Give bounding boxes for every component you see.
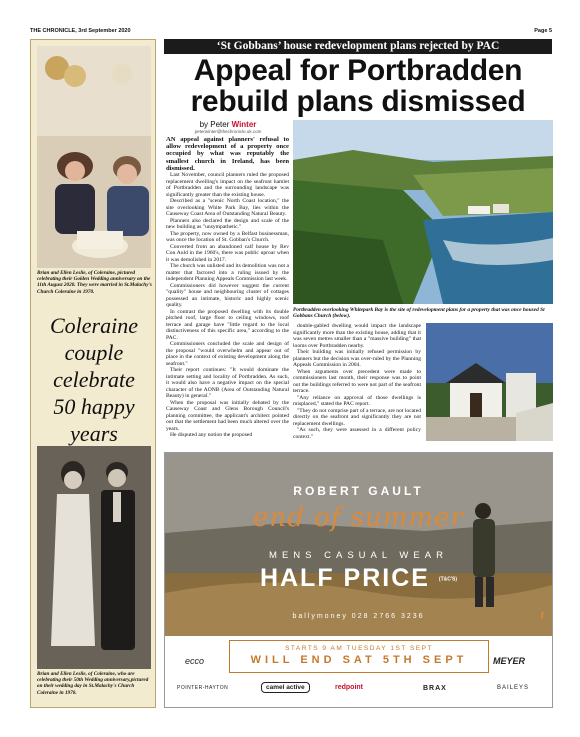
anniversary-title	[35, 312, 153, 447]
byline	[168, 120, 288, 129]
advert-end-date: WILL END SAT 5TH SEPT	[250, 654, 468, 666]
advert-dates-box	[229, 640, 489, 673]
article-paragraph: When arguments over precedent were made to commissioners last month, their response was to point out the buildings referred to were not part of the seafront terrace.	[293, 368, 421, 394]
advert-script-title: end of summer	[253, 503, 464, 533]
article-paragraph: "Any reliance on approval of those dwellings is misplaced," stated the PAC report.	[293, 394, 421, 407]
article-paragraph: Last November, council planners ruled the proposed replacement dwelling's impact on the seafront hamlet of Portbradden and the surrounding landscape was significantly greater than the existing house.	[166, 172, 289, 198]
headline-line: Appeal for Portbradden	[193, 54, 523, 87]
article-paragraph: Planners also declared the design and scale of the new building as "unsympathetic."	[166, 217, 289, 231]
caption-wedding: Brian and Ellen Leslie, of Coleraine, who are celebrating their 50th Wedding anniversary,pictured on their wedding day in St.Malachy's Church Coleraine in 1970.	[37, 671, 149, 696]
advert-half-price: HALF PRICE	[259, 564, 430, 592]
page-number: Page 5	[534, 28, 552, 34]
anniversary-photo	[37, 46, 151, 268]
portbradden-photo-caption: Portbradden overlooking Whitepark Bay is the site of redevelopment plans for a property that was once housed St Gobbans Church (below).	[293, 307, 545, 320]
portbradden-photo	[293, 120, 553, 304]
logo-pointer-hayton: POINTER-HAYTON	[177, 685, 229, 691]
logo-meyer: MEYER	[493, 656, 526, 666]
byline-author: Winter	[231, 120, 257, 129]
anniversary-panel	[30, 39, 156, 708]
article-headline	[164, 55, 552, 117]
headline-line: rebuild plans dismissed	[190, 85, 526, 118]
article-lead: AN appeal against planners' refusal to allow redevelopment of a property once occupied by what was reputably the smallest church in Ireland, has been dismissed.	[166, 136, 289, 172]
facebook-icon[interactable]: f	[540, 611, 544, 622]
article-paragraph: The property, now owned by a Belfast businessman, was once the location of St. Gobban's Church.	[166, 230, 289, 244]
article-paragraph: The church was unlisted and its demolition was not a matter that factored into a ruling issued by the independent Planning Appeals Commission last week.	[166, 263, 289, 283]
advert-brand: ROBERT GAULT	[293, 484, 424, 498]
article-column-1	[166, 136, 289, 450]
article-paragraph: "As such, they were assessed in a different policy context."	[293, 427, 421, 440]
byline-prefix: by Peter	[199, 120, 230, 129]
advert-phone: ballymoney 028 2766 3236	[292, 613, 425, 620]
logo-baileys: BAILEYS	[497, 685, 530, 691]
article-paragraph: double-gabled dwelling would impact the landscape significantly more than the existing house, adding that it was seven metres smaller than a "massive building" that looms over Portbradden nearby.	[293, 323, 421, 349]
logo-camel-active: camel active	[261, 682, 310, 693]
article-paragraph: When the proposal was initially debated by the Causeway Coast and Glens Borough Council's planning committee, the applicant's architect pointed out that the settlement had been much altered over the years.	[166, 399, 289, 432]
title-line: celebrate	[53, 367, 135, 392]
article-column-2	[293, 323, 421, 453]
article-paragraph: Commissioners did however suggest the current "quality" house and neighbouring cluster of cottages possessed an intimate, historic and highly scenic quality.	[166, 282, 289, 309]
st-gobbans-church-photo	[426, 323, 553, 441]
advert-robert-gault[interactable]	[164, 452, 553, 708]
advert-terms: (T&C'S)	[438, 576, 458, 583]
title-line: years	[70, 421, 118, 446]
article-paragraph: Converted from an abandoned calf house by Rev Con Auld in the 1960's, there was public uproar when it was demolished in 2017.	[166, 243, 289, 263]
masthead-publication-date: THE CHRONICLE, 3rd September 2020	[30, 28, 131, 34]
article-paragraph: In contrast the proposed dwelling with its double pitched roof, large floor to ceiling windows, roof terrace and garage have "little regard to the local distinctiveness of this specific area," according to the PAC.	[166, 308, 289, 341]
article-kicker: ‘St Gobbans’ house redevelopment plans rejected by PAC	[164, 39, 552, 54]
advert-offer	[165, 564, 552, 593]
logo-redpoint: redpoint	[335, 684, 363, 691]
caption-anniversary: Brian and Ellen Leslie, of Coleraine, pictured celebrating their Golden Wedding anniversary on the 11th August 2020. They were married in St.Malachy's Church Coleraine in 1970.	[37, 270, 152, 295]
logo-ecco: ecco	[185, 656, 205, 666]
title-line: Coleraine	[50, 313, 138, 338]
article-paragraph: Their building was initially refused permission by planners but the decision was over-ruled by the Planning Appeals Commission in 2004.	[293, 349, 421, 368]
logo-brax: BRAX	[423, 685, 447, 692]
advert-image	[165, 453, 552, 636]
article-paragraph: "They do not comprise part of a terrace, are not located directly on the seafront and significantly they are not replacement dwellings.	[293, 407, 421, 427]
title-line: 50 happy	[53, 394, 135, 419]
article-paragraph: Commissioners concluded the scale and design of the proposal "would overwhelm and appear out of place in the context of existing development along the seafront."	[166, 341, 289, 367]
author-email[interactable]: peterwinter@thechronicle.uk.com	[194, 129, 262, 134]
wedding-photo	[37, 446, 151, 669]
article-paragraph: Their report continues: "It would dominate the intimate setting and locality of Portbradden. As such, it would also have a negative impact on the special character of the AONB (Area of Outstanding Natural Beauty) in general."	[166, 367, 289, 400]
advert-subtitle: MENS CASUAL WEAR	[269, 550, 448, 561]
advert-start-date: STARTS 9 AM TUESDAY 1ST SEPT	[285, 645, 433, 652]
article-paragraph: Described as a "scenic North Coast location," the site overlooking White Park Bay, lies within the Causeway Coast Area of Outstanding Natural Beauty.	[166, 198, 289, 218]
masthead	[30, 28, 552, 38]
article-paragraph: He disputed any notion the proposed	[170, 432, 253, 439]
title-line: couple	[64, 340, 124, 365]
